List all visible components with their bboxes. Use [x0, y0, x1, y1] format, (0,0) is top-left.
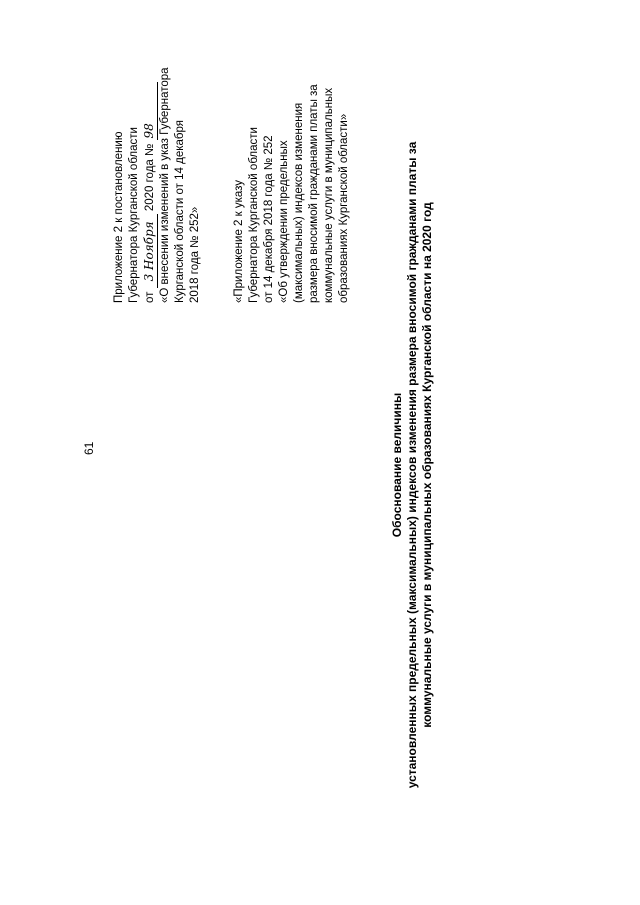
annex-old-line-2: Губернатора Курганской области — [248, 127, 260, 303]
title-line-3: коммунальные услуги в муниципальных образованиях Курганской области на 2020 год — [420, 202, 434, 728]
annex-new-header — [112, 67, 203, 303]
handwritten-date: 3 Ноября — [142, 214, 158, 288]
page-number: 61 — [82, 441, 96, 455]
annex-new-line-4: «О внесении изменений в указ Губернатора — [159, 67, 171, 303]
annex-new-line-3 — [142, 67, 158, 303]
annex-old-line-1: «Приложение 2 к указу — [233, 179, 245, 303]
annex-old-line-3: от 14 декабря 2018 года № 252 — [263, 135, 275, 303]
annex-old-line-8: образованиях Курганской области» — [338, 113, 350, 303]
annex-new-year: 2020 года № — [144, 143, 156, 212]
annex-old-line-7: коммунальные услуги в муниципальных — [323, 87, 335, 303]
title-line-2: установленных предельных (максимальных) индексов изменения размера вносимой гражданами платы за — [405, 141, 419, 789]
annex-old-line-5: (максимальных) индексов изменения — [293, 102, 305, 303]
title-line-1: Обоснование величины — [390, 392, 404, 538]
annex-old-line-4: «Об утверждении предельных — [278, 140, 290, 303]
annex-old-header — [232, 84, 352, 303]
annex-new-line-5: Курганской области от 14 декабря — [174, 120, 186, 303]
document-title — [390, 85, 435, 845]
annex-new-line-6: 2018 года № 252» — [189, 206, 201, 303]
annex-new-line-2: Губернатора Курганской области — [128, 127, 140, 303]
annex-old-line-6: размера вносимой гражданами платы за — [308, 84, 320, 303]
annex-new-line-1: Приложение 2 к постановлению — [113, 131, 125, 303]
handwritten-number: 98 — [142, 82, 158, 140]
annex-new-date-prefix: от — [144, 291, 156, 303]
